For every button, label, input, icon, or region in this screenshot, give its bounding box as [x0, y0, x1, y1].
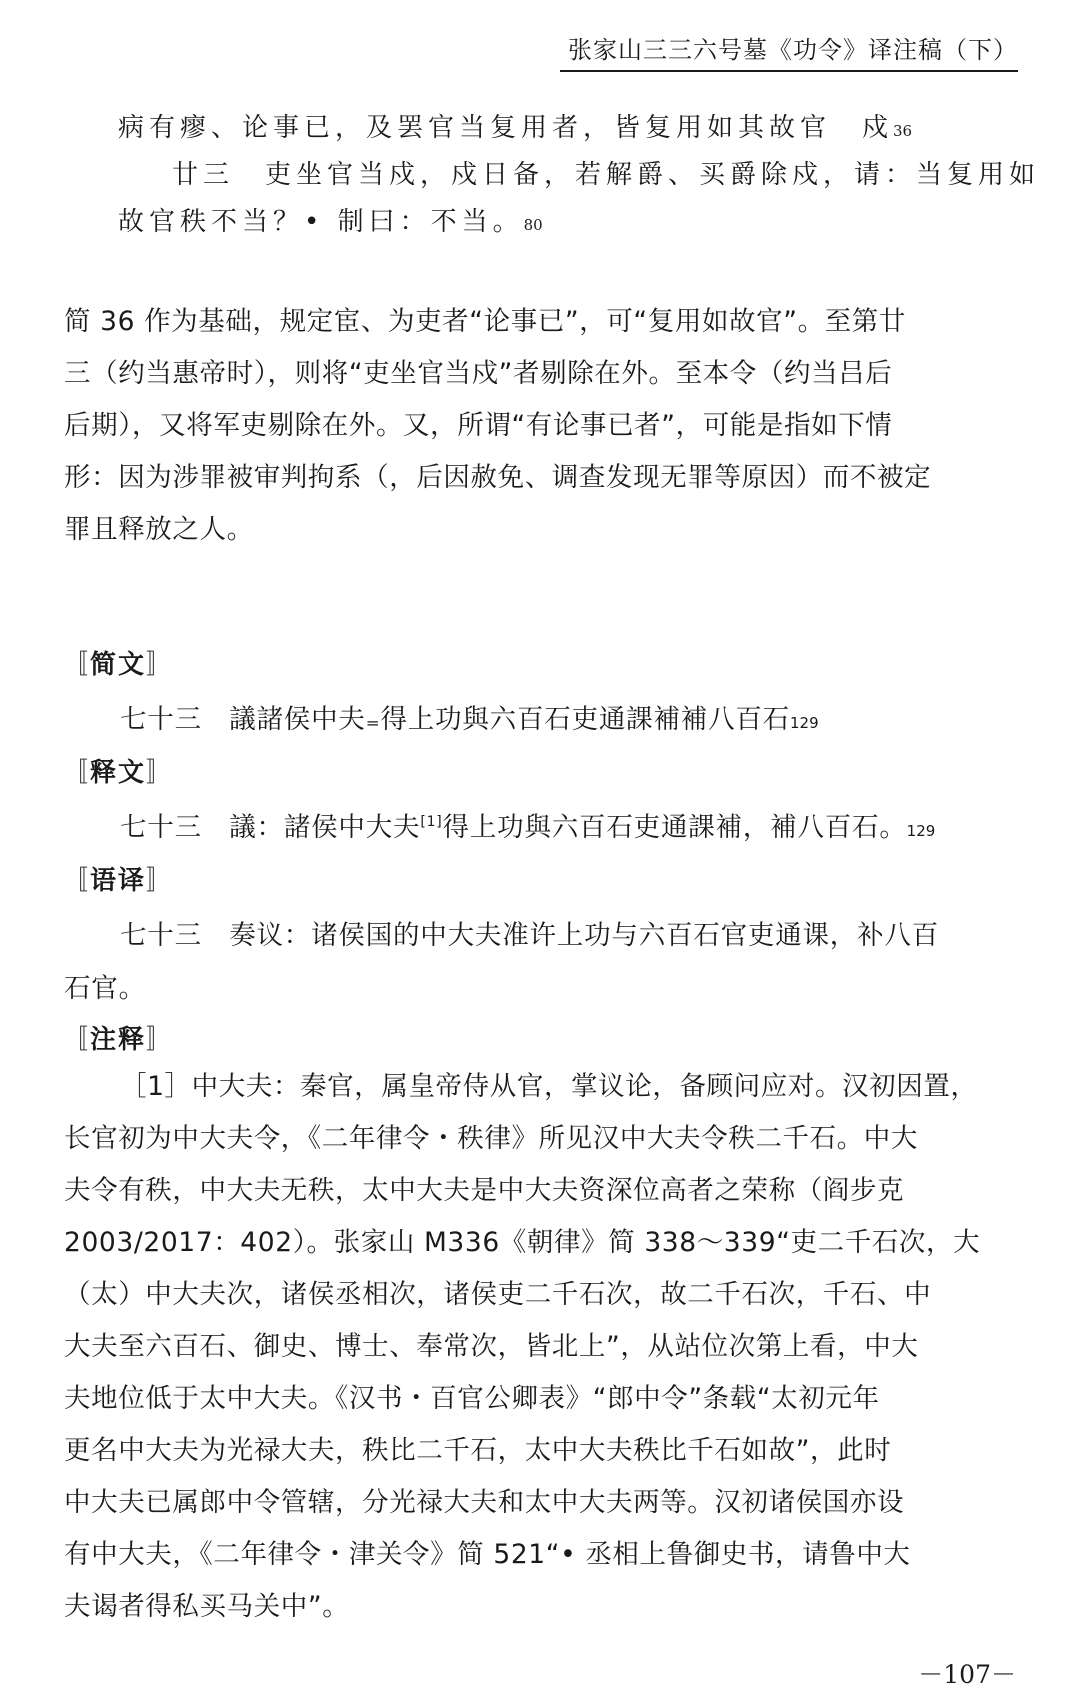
page-number: －107－ — [918, 1660, 1016, 1689]
bracket-close: 〛 — [146, 866, 175, 896]
commentary-line: 罪且释放之人。 — [64, 514, 254, 545]
commentary-line: 后期），又将军吏剔除在外。又，所谓“有论事已者”，可能是指如下情 — [64, 410, 893, 441]
heading-label: 语译 — [90, 866, 147, 896]
annotation-line: 夫令有秩，中大夫无秩，太中大夫是中大夫资深位高者之荣称（阎步克 — [64, 1175, 905, 1206]
bracket-close: 〛 — [146, 1025, 175, 1055]
annotation-paragraph — [64, 1061, 1016, 1633]
strip-text: 七十三 議諸侯中夫₌得上功與六百石吏通課補補八百石 — [120, 704, 790, 735]
annotation-line: 中大夫已属郎中令管辖，分光禄大夫和太中大夫两等。汉初诸侯国亦设 — [64, 1487, 905, 1518]
annotation-line: 长官初为中大夫令，《二年律令・秩律》所见汉中大夫令秩二千石。中大 — [64, 1123, 918, 1154]
heading-label: 注释 — [90, 1025, 147, 1055]
strip-number: 36 — [893, 122, 913, 140]
bracket-open: 〚 — [62, 866, 91, 896]
yiwen-line: 七十三 奏议：诸侯国的中大夫准许上功与六百石官吏通课，补八百 — [120, 920, 939, 951]
quote-line-text: 病有瘳、论事已，及罢官当复用者，皆复用如其故官 戍 — [118, 113, 894, 143]
commentary-line: 简 36 作为基础，规定宦、为吏者“论事已”，可“复用如故官”。至第廿 — [64, 306, 906, 337]
section-heading-shiwen — [62, 752, 174, 789]
quote-line — [118, 202, 1018, 245]
yiwen-line: 石官。 — [64, 973, 146, 1004]
strip-number: 129 — [906, 822, 936, 840]
jianwen-text — [120, 697, 819, 736]
quoted-strip-text — [118, 108, 1018, 151]
annotation-line: 有中大夫，《二年律令・津关令》简 521“• 丞相上鲁御史书，请鲁中大 — [64, 1539, 911, 1570]
strip-text: 得上功與六百石吏通課補，補八百石。 — [442, 812, 907, 843]
commentary-line: 形：因为涉罪被审判拘系（，后因赦免、调查发现无罪等原因）而不被定 — [64, 462, 932, 493]
quote-line-text: 故官秩不当？• 制曰：不当。 — [118, 207, 524, 237]
quoted-strip-text-3 — [118, 202, 1018, 245]
running-header — [0, 0, 1080, 80]
bracket-open: 〚 — [62, 1025, 91, 1055]
annotation-line: 更名中大夫为光禄大夫，秩比二千石，太中大夫秩比千石如故”，此时 — [64, 1435, 892, 1466]
bracket-open: 〚 — [62, 758, 91, 788]
quote-line: 廿三 吏坐官当戍，戍日备，若解爵、买爵除戍，请：当复用如 — [172, 160, 1041, 190]
annotation-line: 2003/2017：402）。张家山 M336《朝律》简 338～339“吏二千石次，大 — [64, 1227, 981, 1258]
header-title: 张家山三三六号墓《功令》译注稿（下） — [568, 36, 1018, 64]
annotation-line: 夫地位低于太中大夫。《汉书・百官公卿表》“郎中令”条载“太初元年 — [64, 1383, 880, 1414]
commentary-paragraph — [64, 296, 1016, 556]
section-heading-jianwen — [62, 644, 174, 681]
strip-number: 129 — [790, 714, 819, 732]
commentary-line: 三（约当惠帝时），则将“吏坐官当戍”者剔除在外。至本令（约当吕后 — [64, 358, 893, 389]
shiwen-text — [120, 805, 935, 844]
annotation-line: ［1］中大夫：秦官，属皇帝侍从官，掌议论，备顾问应对。汉初因置， — [120, 1071, 978, 1102]
bracket-open: 〚 — [62, 650, 91, 680]
bracket-close: 〛 — [146, 758, 175, 788]
annotation-line: 夫谒者得私买马关中”。 — [64, 1591, 350, 1622]
header-rule — [560, 70, 1018, 72]
strip-number: 80 — [523, 216, 543, 234]
annotation-line: 大夫至六百石、御史、博士、奉常次，皆北上”，从站位次第上看，中大 — [64, 1331, 919, 1362]
quoted-strip-text-2 — [172, 155, 1041, 195]
section-heading-yiwen — [62, 860, 174, 897]
annotation-line: （太）中大夫次，诸侯丞相次，诸侯吏二千石次，故二千石次，千石、中 — [64, 1279, 932, 1310]
section-heading-zhushi — [62, 1019, 174, 1056]
heading-label: 简文 — [90, 650, 147, 680]
quote-line — [118, 108, 1018, 151]
heading-label: 释文 — [90, 758, 147, 788]
strip-text: 七十三 議：諸侯中大夫 — [120, 812, 421, 843]
bracket-close: 〛 — [146, 650, 175, 680]
note-reference: [1] — [420, 814, 443, 830]
